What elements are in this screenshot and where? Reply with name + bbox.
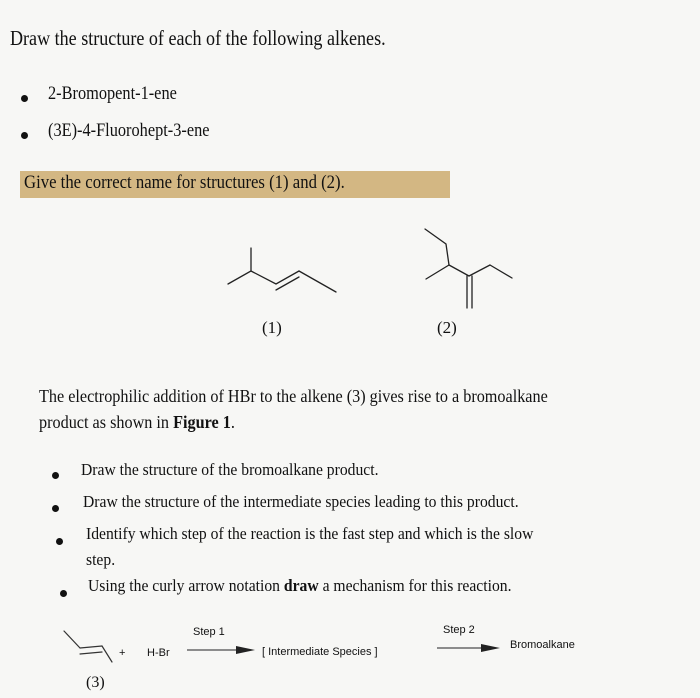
alkene-item-1: 2-Bromopent-1-ene (48, 83, 177, 104)
paragraph-line-2-end: . (230, 412, 235, 432)
heading: Draw the structure of each of the following alkenes. (10, 26, 386, 50)
structure-label-1: (1) (262, 318, 282, 337)
alkene-item-2: (3E)-4-Fluorohept-3-ene (48, 120, 210, 141)
question-3-line-1: Identify which step of the reaction is the fast step and which is the slow (86, 524, 534, 543)
question-4-pre: Using the curly arrow notation (88, 576, 284, 595)
step-2-label: Step 2 (443, 624, 475, 636)
question-2: Draw the structure of the intermediate species leading to this product. (83, 492, 519, 511)
product-bromoalkane: Bromoalkane (510, 639, 575, 651)
figure-reference: Figure 1 (173, 412, 231, 432)
question-4-bold: draw (283, 576, 319, 595)
plus-sign: + (119, 647, 126, 659)
paragraph-line-1: The electrophilic addition of HBr to the alkene (3) gives rise to a bromoalkane (39, 386, 548, 406)
naming-prompt: Give the correct name for structures (1) and (2). (24, 172, 345, 193)
alkene-3-label: (3) (86, 674, 105, 691)
intermediate-species: [ Intermediate Species ] (262, 646, 378, 658)
question-1: Draw the structure of the bromoalkane product. (81, 460, 379, 479)
structure-label-2: (2) (437, 318, 457, 337)
question-3-line-2: step. (86, 550, 116, 569)
step-1-label: Step 1 (193, 626, 225, 638)
reagent-hbr: H-Br (147, 647, 170, 659)
question-4-post: a mechanism for this reaction. (318, 576, 512, 595)
paragraph-line-2-text: product as shown in (39, 412, 174, 432)
